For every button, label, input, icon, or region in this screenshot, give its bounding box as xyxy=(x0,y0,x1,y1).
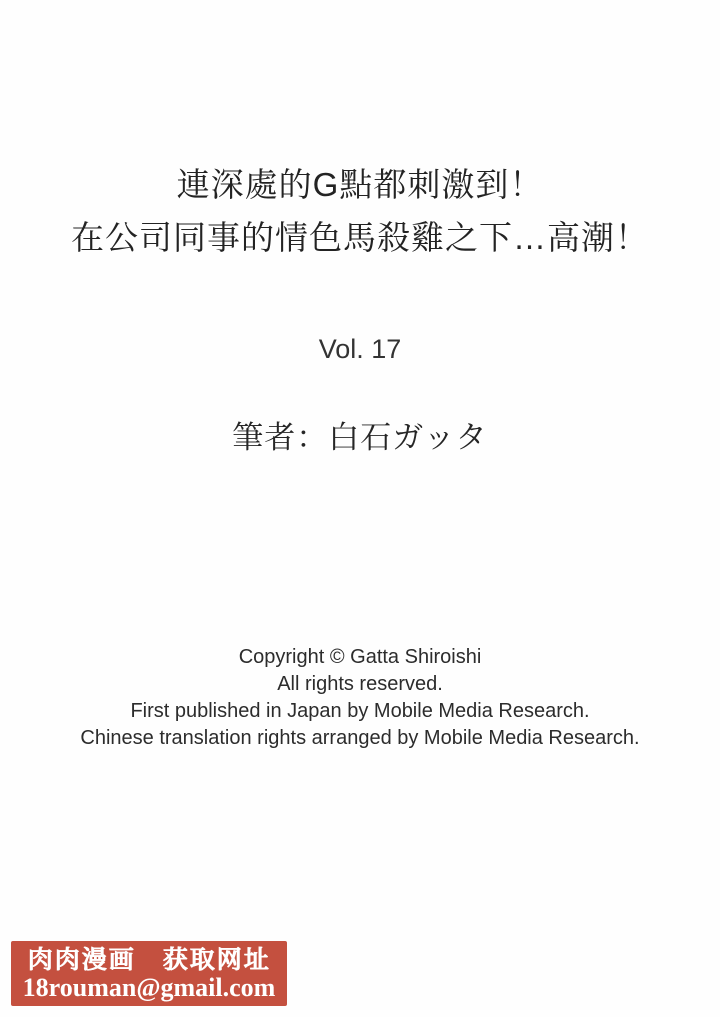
watermark-site-name: 肉肉漫画 获取网址 xyxy=(27,945,271,974)
watermark-email: 18rouman@gmail.com xyxy=(22,972,276,1002)
title-line-2: 在公司同事的情色馬殺雞之下…高潮！ xyxy=(71,219,649,256)
author-credit: 筆者：白石ガッタ xyxy=(232,420,488,455)
copyright-line-publisher: First published in Japan by Mobile Media Research. xyxy=(130,700,590,722)
watermark-badge xyxy=(11,941,287,1006)
copyright-line-rights: All rights reserved. xyxy=(277,673,443,695)
copyright-line-holder: Copyright © Gatta Shiroishi xyxy=(238,646,482,668)
copyright-line-translation: Chinese translation rights arranged by Mobile Media Research. xyxy=(80,727,640,749)
title-line-1: 連深處的G點都刺激到！ xyxy=(176,166,544,203)
volume-label: Vol. 17 xyxy=(318,334,402,364)
copyright-block xyxy=(0,644,720,752)
